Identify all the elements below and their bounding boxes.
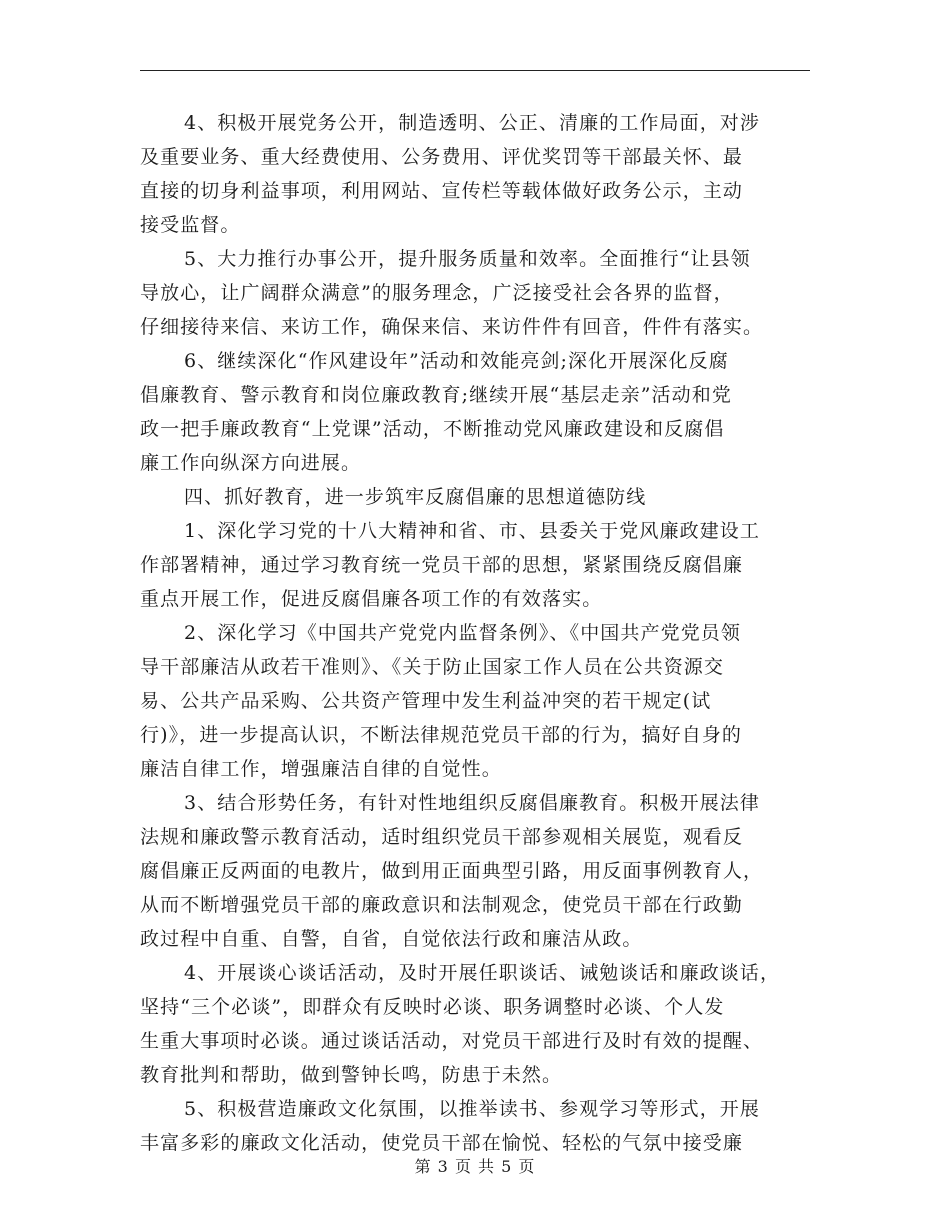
- text-line: 导放心，让广阔群众满意”的服务理念，广泛接受社会各界的监督，: [140, 282, 734, 304]
- text-line: 廉洁自律工作，增强廉洁自律的自觉性。: [140, 758, 502, 780]
- text-line: 倡廉教育、警示教育和岗位廉政教育;继续开展“基层走亲”活动和党: [140, 384, 732, 406]
- text-line: 政过程中自重、自警，自省，自觉依法行政和廉洁从政。: [140, 928, 643, 950]
- text-line: 导干部廉洁从政若干准则》、《关于防止国家工作人员在公共资源交: [140, 656, 725, 678]
- text-line: 1、深化学习党的十八大精神和省、市、县委关于党风廉政建设工: [184, 520, 760, 542]
- text-line: 坚持“三个必谈”，即群众有反映时必谈、职务调整时必谈、个人发: [140, 996, 725, 1018]
- text-line: 作部署精神，通过学习教育统一党员干部的思想，紧紧围绕反腐倡廉: [140, 554, 744, 576]
- text-line: 4、开展谈心谈话活动，及时开展任职谈话、诫勉谈话和廉政谈话，: [184, 962, 781, 984]
- text-line: 政一把手廉政教育“上党课”活动，不断推动党风廉政建设和反腐倡: [140, 418, 725, 440]
- text-line: 从而不断增强党员干部的廉政意识和法制观念，使党员干部在行政勤: [140, 894, 744, 916]
- page-number: 第 3 页 共 5 页: [414, 1157, 536, 1176]
- text-line: 接受监督。: [140, 214, 241, 236]
- text-line: 腐倡廉正反两面的电教片，做到用正面典型引路，用反面事例教育人，: [140, 860, 764, 882]
- text-line: 2、深化学习《中国共产党党内监督条例》、《中国共产党党员领: [184, 622, 741, 644]
- text-line: 行)》，进一步提高认识，不断法律规范党员干部的行为，搞好自身的: [140, 724, 743, 746]
- text-line: 4、积极开展党务公开，制造透明、公正、清廉的工作局面，对涉: [184, 112, 760, 134]
- text-line: 教育批判和帮助，做到警钟长鸣，防患于未然。: [140, 1064, 563, 1086]
- document-body: [140, 106, 812, 1160]
- text-line: 直接的切身利益事项，利用网站、宣传栏等载体做好政务公示，主动: [140, 180, 744, 202]
- text-line: 法规和廉政警示教育活动，适时组织党员干部参观相关展览，观看反: [140, 826, 744, 848]
- text-line: 5、积极营造廉政文化氛围，以推举读书、参观学习等形式，开展: [184, 1098, 760, 1120]
- header-rule: [140, 70, 810, 71]
- text-line: 丰富多彩的廉政文化活动，使党员干部在愉悦、轻松的气氛中接受廉: [140, 1132, 744, 1154]
- text-line: 生重大事项时必谈。通过谈话活动，对党员干部进行及时有效的提醒、: [140, 1030, 764, 1052]
- text-line: 5、大力推行办事公开，提升服务质量和效率。全面推行“让县领: [184, 248, 751, 270]
- text-line: 易、公共产品采购、公共资产管理中发生利益冲突的若干规定(试: [140, 690, 712, 712]
- text-line: 6、继续深化“作风建设年”活动和效能亮剑;深化开展深化反腐: [184, 350, 729, 372]
- text-line: 四、抓好教育，进一步筑牢反腐倡廉的思想道德防线: [184, 486, 647, 508]
- text-line: 及重要业务、重大经费使用、公务费用、评优奖罚等干部最关怀、最: [140, 146, 744, 168]
- text-line: 仔细接待来信、来访工作，确保来信、来访件件有回音，件件有落实。: [140, 316, 764, 338]
- text-line: 廉工作向纵深方向进展。: [140, 452, 362, 474]
- text-line: 3、结合形势任务，有针对性地组织反腐倡廉教育。积极开展法律: [184, 792, 760, 814]
- text-line: 重点开展工作，促进反腐倡廉各项工作的有效落实。: [140, 588, 603, 610]
